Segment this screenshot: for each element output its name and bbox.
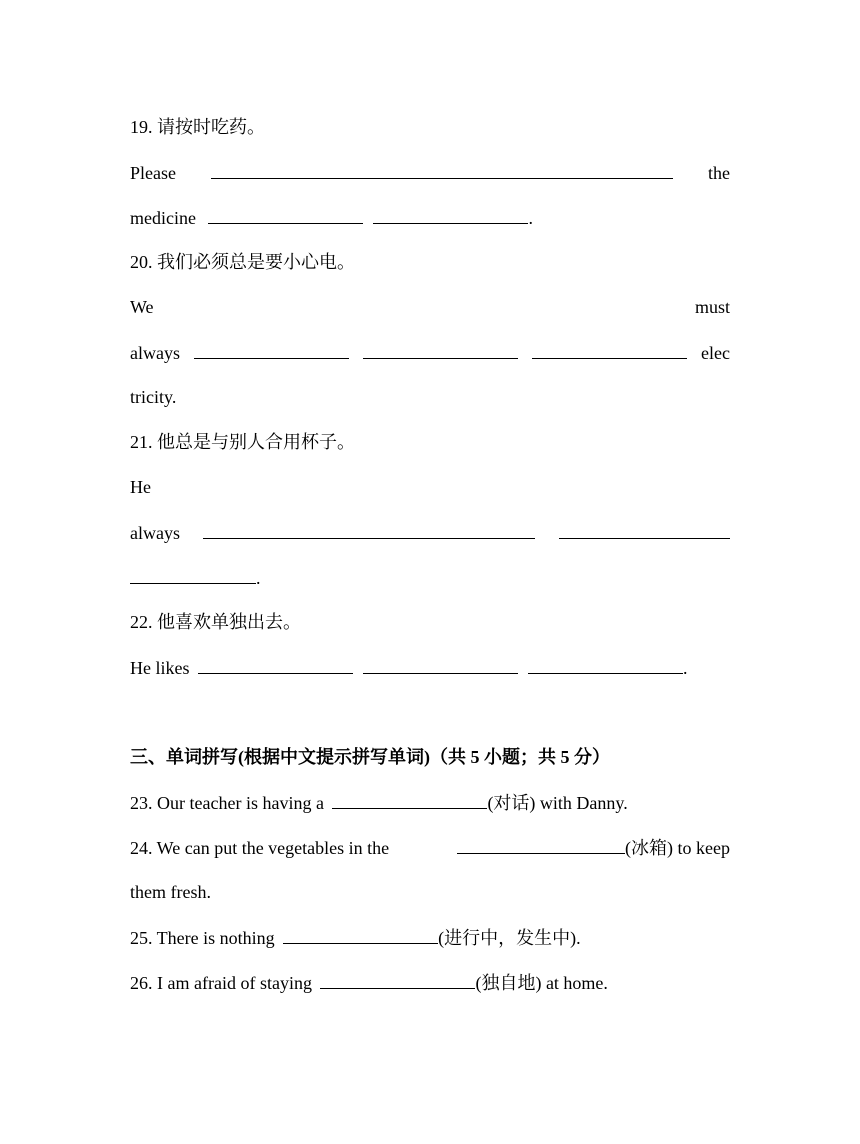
q19-blank-3[interactable] (373, 205, 528, 224)
q19-line2-start: medicine (130, 208, 196, 228)
q19-line2-end: . (528, 208, 533, 228)
q23-after: (对话) with Danny. (487, 793, 628, 813)
q24-after: (冰箱) to keep (625, 838, 730, 858)
q22-line1-end: . (682, 658, 688, 678)
q23-before: 23. Our teacher is having a (130, 793, 324, 813)
q24-line1 (130, 835, 730, 859)
q25-after: (进行中，发生中). (438, 928, 581, 948)
q20-blank-2[interactable] (363, 340, 518, 359)
q19-line1-end: the (707, 163, 730, 183)
q25-before: 25. There is nothing (130, 928, 275, 948)
q19-blank-1[interactable] (211, 160, 673, 179)
q21-line3 (130, 565, 730, 589)
q20-line1-end: must (694, 297, 730, 317)
q26-line (130, 970, 730, 994)
q23-line (130, 790, 730, 814)
q20-line1-start: We (130, 297, 154, 317)
q20-line2-start: always (130, 343, 180, 363)
q20-line3: tricity. (130, 387, 177, 407)
q20-prompt: 20. 我们必须总是要小心电。 (130, 252, 355, 272)
q21-blank-2[interactable] (559, 520, 730, 539)
q21-line1: He (130, 477, 151, 497)
q19-prompt: 19. 请按时吃药。 (130, 117, 265, 137)
q22-prompt: 22. 他喜欢单独出去。 (130, 612, 301, 632)
q26-blank[interactable] (320, 970, 475, 989)
section3-heading: 三、单词拼写(根据中文提示拼写单词)（共 5 小题；共 5 分） (130, 747, 610, 767)
q22-line1-start: He likes (130, 658, 190, 678)
q21-blank-3[interactable] (130, 565, 256, 584)
q25-line (130, 925, 730, 949)
q21-line3-end: . (256, 568, 261, 588)
q24-before: 24. We can put the vegetables in the (130, 838, 390, 858)
q19-line2 (130, 205, 730, 229)
q21-blank-1[interactable] (203, 520, 535, 539)
q19-line1 (130, 160, 730, 184)
q20-blank-1[interactable] (194, 340, 349, 359)
q19-line1-start: Please (130, 163, 176, 183)
q25-blank[interactable] (283, 925, 438, 944)
q22-line1 (130, 655, 730, 679)
q21-prompt: 21. 他总是与别人合用杯子。 (130, 432, 355, 452)
q22-blank-3[interactable] (528, 655, 683, 674)
q22-blank-1[interactable] (198, 655, 353, 674)
q24-line2: them fresh. (130, 882, 211, 902)
q26-after: (独自地) at home. (475, 973, 608, 993)
q21-line2-start: always (130, 523, 180, 543)
q19-blank-2[interactable] (208, 205, 363, 224)
q26-before: 26. I am afraid of staying (130, 973, 312, 993)
q21-line2 (130, 520, 730, 544)
q20-line2-end: elec (700, 343, 730, 363)
q20-line2 (130, 340, 730, 364)
q20-line1 (130, 295, 730, 319)
q22-blank-2[interactable] (363, 655, 518, 674)
q24-blank[interactable] (457, 835, 625, 854)
q23-blank[interactable] (332, 790, 487, 809)
q20-blank-3[interactable] (532, 340, 687, 359)
